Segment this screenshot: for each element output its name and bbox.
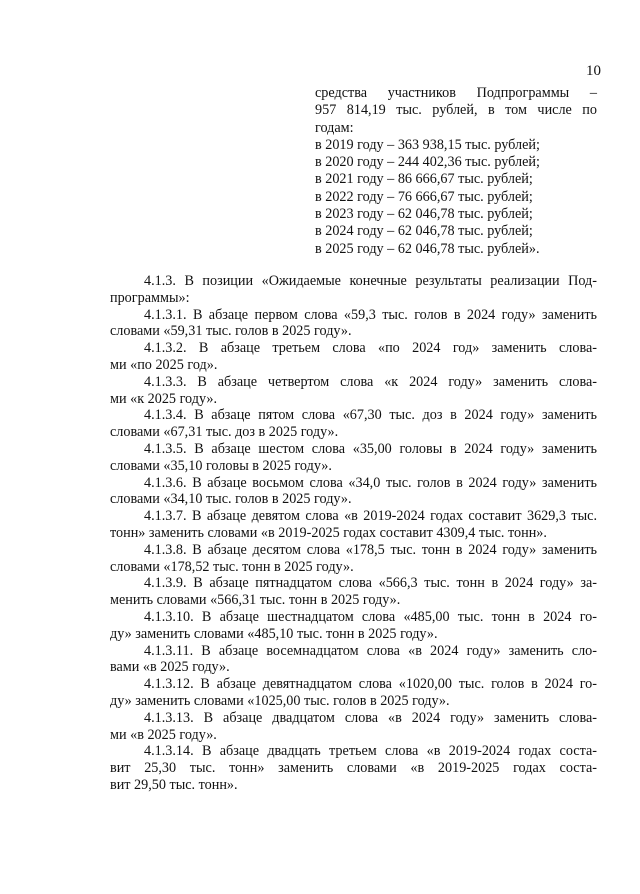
funding-block [315,85,597,258]
paragraph-line: словами «67,31 тыс. доз в 2025 году». [110,424,339,441]
paragraph-line: ду» заменить словами «485,10 тыс. тонн в 2025 году». [110,625,438,642]
paragraph-line: 4.1.3.9. В абзаце пятнадцатом слова «566,3 тыс. тонн в 2024 году» за- [144,575,597,592]
funding-year-line: в 2024 году – 62 046,78 тыс. рублей; [315,223,533,240]
paragraph-line: вами «в 2025 году». [110,659,230,676]
funding-intro-line: годам: [315,119,354,136]
funding-year-line: в 2025 году – 62 046,78 тыс. рублей». [315,240,540,257]
paragraph-line: 4.1.3.7. В абзаце девятом слова «в 2019-2024 годах составит 3629,3 тыс. [144,508,597,525]
paragraph-line: тонн» заменить словами «в 2019-2025 годах составит 4309,4 тыс. тонн». [110,524,547,541]
paragraph-line: словами «178,52 тыс. тонн в 2025 году». [110,558,354,575]
paragraph-line: программы»: [110,289,190,306]
page-number: 10 [586,63,601,79]
paragraph-line: 4.1.3.13. В абзаце двадцатом слова «в 2024 году» заменить слова- [144,709,597,726]
paragraph [110,508,597,542]
paragraph-line: 4.1.3.4. В абзаце пятом слова «67,30 тыс. доз в 2024 году» заменить [144,407,597,424]
paragraph [110,407,597,441]
paragraph-line: вит 29,50 тыс. тонн». [110,776,238,793]
paragraph-line: 4.1.3.11. В абзаце восемнадцатом слова «в 2024 году» заменить сло- [144,642,597,659]
funding-intro-line: 957 814,19 тыс. рублей, в том числе по [315,102,597,119]
paragraph-line: 4.1.3.6. В абзаце восьмом слова «34,0 тыс. голов в 2024 году» заменить [144,474,597,491]
paragraph [110,609,597,643]
paragraph [110,475,597,509]
paragraph-line: 4.1.3.8. В абзаце десятом слова «178,5 тыс. тонн в 2024 году» заменить [144,541,597,558]
paragraph [110,676,597,710]
paragraph-line: 4.1.3.12. В абзаце девятнадцатом слова «1020,00 тыс. голов в 2024 го- [144,676,597,693]
paragraph [110,542,597,576]
paragraph-line: ми «по 2025 год». [110,356,218,373]
paragraph-line: ми «в 2025 году». [110,726,217,743]
funding-year-line: в 2022 году – 76 666,67 тыс. рублей; [315,188,533,205]
paragraph-line: менить словами «566,31 тыс. тонн в 2025 году». [110,592,401,609]
paragraph-line: 4.1.3.3. В абзаце четвертом слова «к 2024 году» заменить слова- [144,373,597,390]
paragraph-line: 4.1.3.1. В абзаце первом слова «59,3 тыс. голов в 2024 году» заменить [144,306,597,323]
paragraph-line: вит 25,30 тыс. тонн» заменить словами «в 2019-2025 годах соста- [110,760,597,777]
paragraph-line: 4.1.3.14. В абзаце двадцать третьем слова «в 2019-2024 годах соста- [144,743,597,760]
funding-year-line: в 2019 году – 363 938,15 тыс. рублей; [315,136,540,153]
funding-year-line: в 2021 году – 86 666,67 тыс. рублей; [315,171,533,188]
paragraph-line: ми «к 2025 году». [110,390,218,407]
paragraph-line: 4.1.3. В позиции «Ожидаемые конечные результаты реализации Под- [144,273,597,289]
paragraph [110,273,597,307]
paragraph [110,575,597,609]
paragraph-line: 4.1.3.2. В абзаце третьем слова «по 2024 год» заменить слова- [144,340,597,357]
paragraph-line: 4.1.3.5. В абзаце шестом слова «35,00 головы в 2024 году» заменить [144,440,597,457]
paragraph [110,643,597,677]
amendments-text [110,273,597,794]
paragraph [110,307,597,341]
paragraph [110,374,597,408]
funding-intro-line: средства участников Подпрограммы – [315,85,597,101]
funding-year-line: в 2023 году – 62 046,78 тыс. рублей; [315,206,533,223]
paragraph [110,710,597,744]
paragraph [110,743,597,793]
paragraph [110,340,597,374]
paragraph-line: ду» заменить словами «1025,00 тыс. голов в 2025 году». [110,692,450,709]
paragraph-line: 4.1.3.10. В абзаце шестнадцатом слова «485,00 тыс. тонн в 2024 го- [144,608,597,625]
funding-year-line: в 2020 году – 244 402,36 тыс. рублей; [315,154,540,171]
paragraph-line: словами «59,31 тыс. голов в 2025 году». [110,323,352,340]
paragraph [110,441,597,475]
paragraph-line: словами «35,10 головы в 2025 году». [110,457,332,474]
paragraph-line: словами «34,10 тыс. голов в 2025 году». [110,491,352,508]
